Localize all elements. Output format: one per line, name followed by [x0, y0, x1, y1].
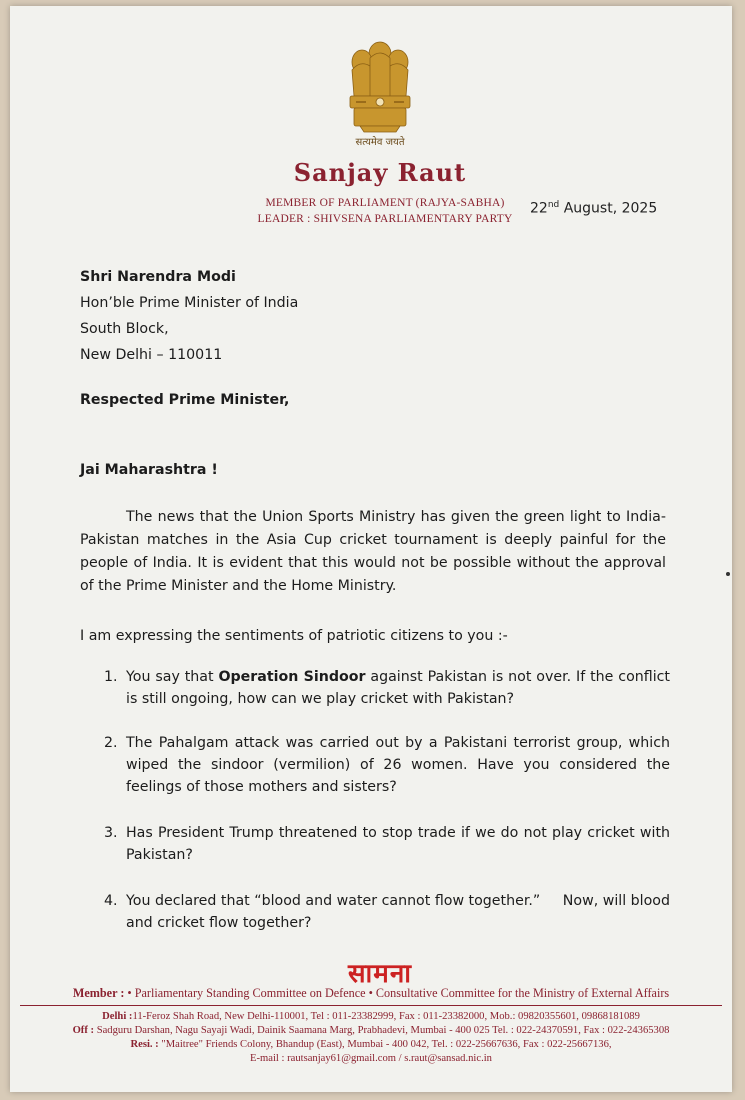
member-text: • Parliamentary Standing Committee on Defence • Consultative Committee for the Ministry of External Affairs	[124, 986, 670, 1000]
letter-page	[10, 6, 732, 1092]
office-label: Off :	[72, 1025, 95, 1036]
recipient-title: Hon’ble Prime Minister of India	[80, 295, 299, 311]
date-day: 22	[530, 200, 548, 217]
footer-divider	[20, 1005, 722, 1006]
recipient-office: South Block,	[80, 321, 169, 337]
item-bold-text: Operation Sindoor	[218, 669, 366, 685]
paragraph-text: The news that the Union Sports Ministry has given the green light to India-Pakistan matches in the Asia Cup cricket tournament is deeply painful for the people of India. It is evident that this would not be possible without the approval of the Prime Minister and the Home Ministry.	[80, 509, 666, 594]
residence-text: "Maitree" Friends Colony, Bhandup (East), Mumbai - 400 042, Tel. : 022-25667636, Fax : 022-25667136,	[158, 1039, 612, 1050]
office-text: Sadguru Darshan, Nagu Sayaji Wadi, Dainik Saamana Marg, Prabhadevi, Mumbai - 400 025 Tel. : 022-24370591, Fax : 022-24365308	[94, 1025, 670, 1036]
committee-memberships	[10, 986, 732, 1001]
recipient-address	[80, 264, 298, 368]
list-item	[80, 822, 670, 866]
member-label: Member :	[72, 986, 125, 1000]
item-text: You declared that “blood and water cannot flow together.” Now, will blood and cricket flow together?	[126, 893, 675, 931]
list-item	[80, 732, 670, 798]
item-number: 1.	[104, 669, 118, 685]
delhi-text: 11-Feroz Shah Road, New Delhi-110001, Tel : 011-23382999, Fax : 011-23382000, Mob.: 09820355601, 09868181089	[132, 1011, 640, 1022]
email-line: E-mail : rautsanjay61@gmail.com / s.raut@sansad.nic.in	[250, 1053, 492, 1064]
item-number: 2.	[104, 735, 118, 751]
item-text: The Pahalgam attack was carried out by a Pakistani terrorist group, which wiped the sindoor (vermilion) of 26 women. Have you considered the feelings of those mothers and sisters?	[126, 735, 670, 795]
item-text-rest: against Pakistan is not over. If the conflict is still ongoing, how can we play cricket with Pakistan?	[126, 669, 670, 707]
emblem-motto: सत्यमेव जयते	[355, 137, 405, 148]
item-number: 4.	[104, 893, 118, 909]
office-address	[10, 1024, 732, 1038]
item-text: You say that	[126, 669, 219, 685]
residence-label: Resi. :	[130, 1039, 159, 1050]
saamana-logo: सामना	[347, 959, 413, 989]
national-emblem-icon	[340, 36, 420, 148]
item-text: Has President Trump threatened to stop trade if we do not play cricket with Pakistan?	[126, 825, 670, 863]
delhi-label: Delhi :	[102, 1011, 133, 1022]
delhi-address	[10, 1010, 732, 1024]
greeting: Jai Maharashtra !	[80, 462, 218, 478]
sender-designation	[220, 195, 550, 227]
residence-address	[10, 1038, 732, 1052]
letter-date	[530, 200, 657, 217]
date-suffix: nd	[547, 200, 560, 210]
item-number: 3.	[104, 825, 118, 841]
list-item	[80, 666, 670, 710]
salutation: Respected Prime Minister,	[80, 392, 290, 408]
points-list	[80, 666, 675, 934]
points-intro: I am expressing the sentiments of patriotic citizens to you :-	[80, 628, 508, 644]
date-month-year: August, 2025	[559, 200, 658, 217]
sender-name: Sanjay Raut	[293, 158, 467, 187]
list-item	[80, 890, 675, 934]
recipient-name: Shri Narendra Modi	[80, 269, 236, 285]
recipient-city: New Delhi – 110011	[80, 347, 223, 363]
designation-line-2: LEADER : SHIVSENA PARLIAMENTARY PARTY	[257, 213, 513, 225]
ink-dot	[726, 572, 730, 576]
body-paragraph	[80, 506, 666, 598]
designation-line-1: MEMBER OF PARLIAMENT (RAJYA-SABHA)	[265, 197, 505, 209]
contact-footer	[10, 1010, 732, 1066]
